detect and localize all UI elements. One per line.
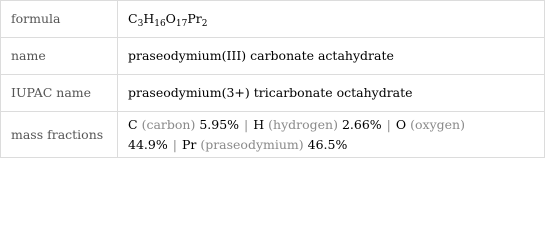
mass-fraction-item xyxy=(396,117,465,132)
mass-fraction-item xyxy=(128,117,239,132)
element-name: (hydrogen) xyxy=(268,116,338,132)
mass-fractions-row xyxy=(1,112,545,158)
element-name: (oxygen) xyxy=(410,116,465,132)
element-symbol: O xyxy=(395,116,407,132)
element-name: (praseodymium) xyxy=(200,136,304,152)
element-name: (carbon) xyxy=(141,116,196,132)
mass-fraction-item xyxy=(128,137,168,152)
mass-fraction-item xyxy=(182,137,347,152)
iupac-row xyxy=(1,75,545,112)
formula-part xyxy=(128,11,144,29)
formula-element: C xyxy=(128,11,138,26)
formula-subscript: 2 xyxy=(201,19,208,29)
mass-fractions-label: mass fractions xyxy=(1,112,118,158)
formula-part xyxy=(143,11,166,29)
fraction-value: 5.95% xyxy=(199,116,240,132)
name-value: praseodymium(III) carbonate actahydrate xyxy=(118,38,545,75)
separator: | xyxy=(172,136,177,152)
formula-part xyxy=(187,11,208,29)
fraction-value: 2.66% xyxy=(341,116,382,132)
formula-label: formula xyxy=(1,1,118,38)
formula-subscript: 3 xyxy=(137,19,144,29)
iupac-value: praseodymium(3+) tricarbonate octahydrate xyxy=(118,75,545,112)
fraction-value: 46.5% xyxy=(307,136,348,152)
formula-part xyxy=(165,11,188,29)
element-symbol: C xyxy=(128,116,138,132)
formula-element: O xyxy=(165,11,176,26)
fraction-value: 44.9% xyxy=(128,136,168,152)
name-label: name xyxy=(1,38,118,75)
formula-element: Pr xyxy=(187,11,202,26)
formula-row xyxy=(1,1,545,38)
iupac-label: IUPAC name xyxy=(1,75,118,112)
element-symbol: Pr xyxy=(181,136,197,152)
formula-element: H xyxy=(143,11,155,26)
formula-subscript: 16 xyxy=(154,19,166,29)
separator: | xyxy=(386,116,391,132)
name-row xyxy=(1,38,545,75)
separator: | xyxy=(244,116,249,132)
formula-subscript: 17 xyxy=(175,19,188,29)
mass-fraction-item xyxy=(253,117,381,132)
formula-value xyxy=(118,1,545,38)
mass-fractions-value xyxy=(118,112,545,158)
element-symbol: H xyxy=(253,116,265,132)
